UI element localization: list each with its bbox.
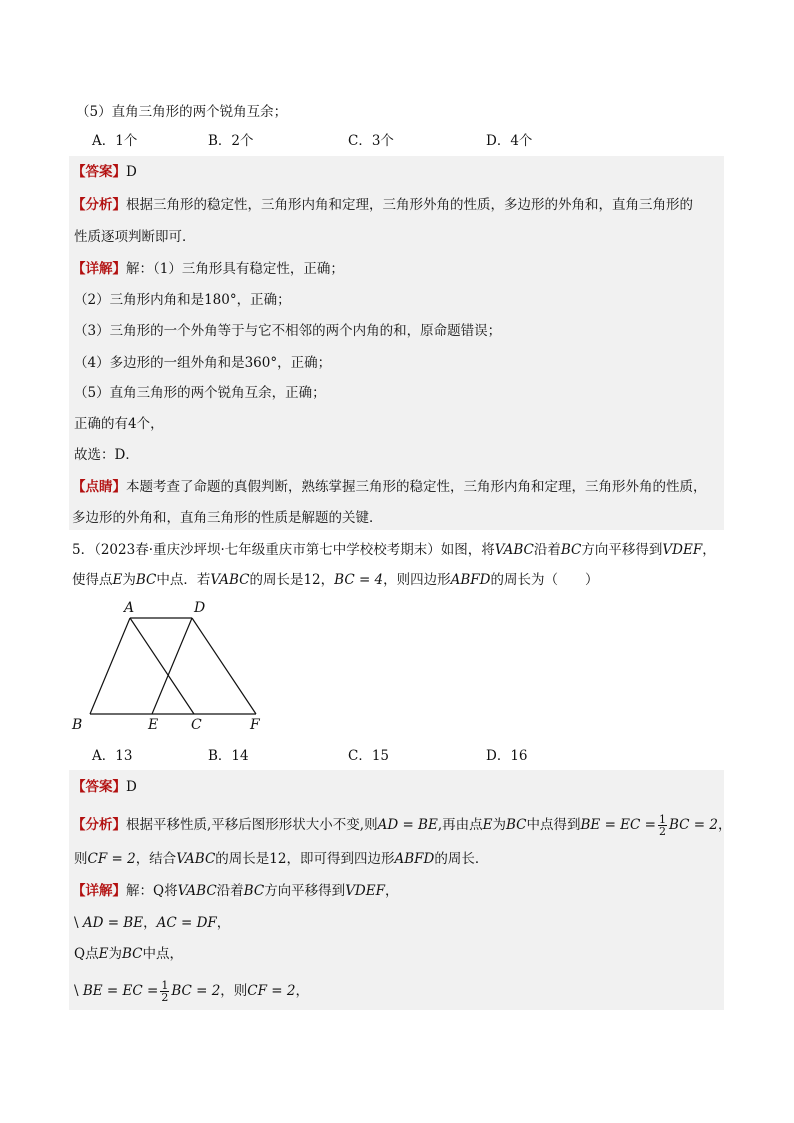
q4-option-d[interactable]: D．4个 bbox=[486, 133, 533, 149]
q5-stem-line1: 5．（2023春·重庆沙坪坝·七年级重庆市第七中学校校考期末）如图，将VABC沿着BC方向平移得到VDEF， bbox=[72, 542, 716, 558]
q5-stem-line2: 使得点E为BC中点．若VABC的周长是12，BC = 4，则四边形ABFD的周长为（ ） bbox=[72, 572, 599, 588]
q5-detail-line2: \ AD = BE，AC = DF， bbox=[74, 915, 231, 931]
q4-analysis-line2: 性质逐项判断即可． bbox=[74, 229, 196, 245]
label-f: F bbox=[250, 717, 260, 733]
q5-detail-line4: \ BE = EC = $\frac{1}{2}$ BC = 2，则CF = 2， bbox=[74, 979, 309, 1004]
segment-ac bbox=[130, 618, 194, 714]
q5-detail-line1: 【详解】解：Q将VABC沿着BC方向平移得到VDEF， bbox=[72, 883, 399, 899]
q4-detail-line3: （3）三角形的一个外角等于与它不相邻的两个内角的和，原命题错误； bbox=[74, 323, 502, 339]
q5-analysis-line1: 【分析】根据平移性质,平移后图形形状大小不变,则AD = BE,再由点E为BC中点得到BE = EC = $\frac{1}{2}$ BC = 2， bbox=[72, 813, 732, 838]
label-c: C bbox=[191, 717, 202, 733]
answer-value: D bbox=[126, 779, 137, 795]
q4-detail-line5: （5）直角三角形的两个锐角互余，正确； bbox=[74, 385, 326, 401]
analysis-label: 【分析】 bbox=[72, 197, 126, 213]
segment-de bbox=[152, 618, 192, 714]
q5-option-a[interactable]: A．13 bbox=[92, 748, 133, 764]
q5-analysis-line2: 则CF = 2，结合VABC的周长是12，即可得到四边形ABFD的周长． bbox=[74, 851, 489, 867]
detail-label: 【详解】 bbox=[72, 261, 126, 277]
answer-label: 【答案】 bbox=[72, 779, 126, 795]
q5-option-d[interactable]: D．16 bbox=[486, 748, 528, 764]
label-e: E bbox=[148, 717, 159, 733]
segment-ab bbox=[90, 618, 130, 714]
segment-df bbox=[192, 618, 256, 714]
q4-detail-line2: （2）三角形内角和是180°，正确； bbox=[74, 292, 291, 308]
fraction-half: $\frac{1}{2}$ bbox=[658, 813, 666, 838]
comment-label: 【点睛】 bbox=[72, 479, 126, 495]
q4-option-a[interactable]: A．1个 bbox=[92, 133, 138, 149]
q4-detail-line1: 【详解】解：（1）三角形具有稳定性，正确； bbox=[72, 261, 344, 277]
label-b: B bbox=[72, 717, 83, 733]
q4-stmt5: （5）直角三角形的两个锐角互余； bbox=[76, 104, 288, 120]
q4-detail-line4: （4）多边形的一组外角和是360°，正确； bbox=[74, 355, 332, 371]
q4-detail-line7: 故选：D． bbox=[74, 447, 139, 463]
q4-comment-line1: 【点睛】本题考查了命题的真假判断，熟练掌握三角形的稳定性，三角形内角和定理，三角形外角的性质， bbox=[72, 479, 707, 495]
label-d: D bbox=[194, 600, 206, 616]
q5-option-b[interactable]: B．14 bbox=[208, 748, 249, 764]
q4-option-b[interactable]: B．2个 bbox=[208, 133, 254, 149]
translation-figure bbox=[0, 595, 794, 745]
answer-value: D bbox=[126, 164, 137, 180]
label-a: A bbox=[124, 600, 135, 616]
q4-answer bbox=[72, 164, 137, 180]
fraction-half: $\frac{1}{2}$ bbox=[161, 979, 169, 1004]
q4-comment-line2: 多边形的外角和，直角三角形的性质是解题的关键． bbox=[72, 510, 383, 526]
q5-detail-line3: Q点E为BC中点， bbox=[74, 946, 183, 962]
q5-answer bbox=[72, 779, 137, 795]
q5-option-c[interactable]: C．15 bbox=[348, 748, 390, 764]
answer-label: 【答案】 bbox=[72, 164, 126, 180]
q4-option-c[interactable]: C．3个 bbox=[348, 133, 394, 149]
detail-label: 【详解】 bbox=[72, 883, 126, 899]
q4-analysis-line1: 【分析】根据三角形的稳定性，三角形内角和定理，三角形外角的性质，多边形的外角和，直角三角形的 bbox=[72, 197, 693, 213]
q4-detail-line6: 正确的有4个， bbox=[74, 416, 164, 432]
analysis-label: 【分析】 bbox=[72, 817, 126, 833]
